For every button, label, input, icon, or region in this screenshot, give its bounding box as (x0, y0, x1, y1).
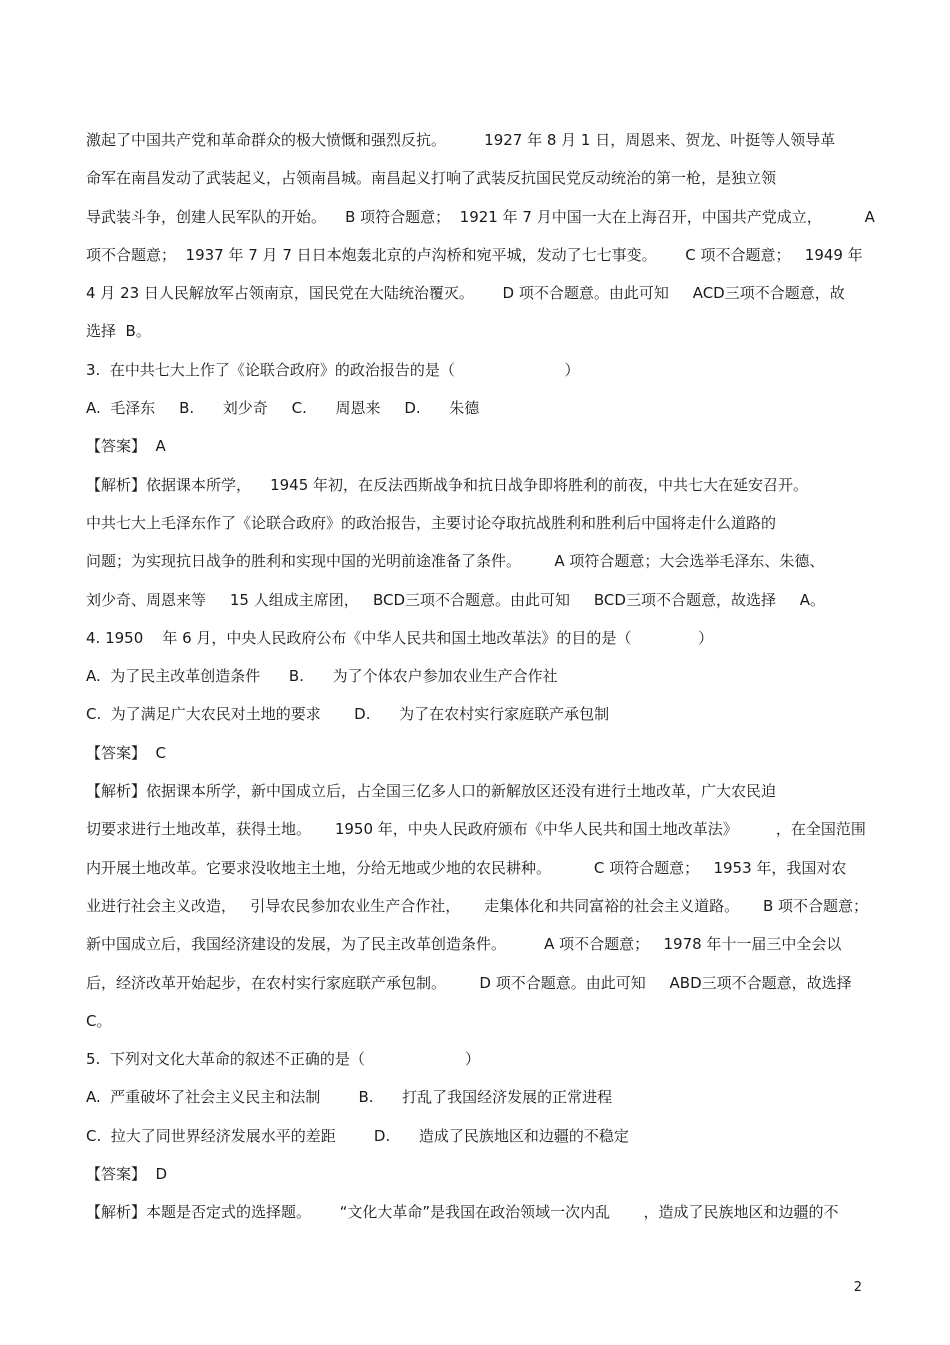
text-line: 项不合题意； 1937 年 7 月 7 日日本炮轰北京的卢沟桥和宛平城，发动了七七事变。 C 项不合题意； 1949 年 (86, 245, 863, 264)
text-line: 问题；为实现抗日战争的胜利和实现中国的光明前途准备了条件。 A 项符合题意；大会选举毛泽东、朱德、 (86, 552, 825, 571)
document-body (86, 121, 876, 1232)
question-4-options-cd: C. 为了满足广大农民对土地的要求 D. 为了在农村实行家庭联产承包制 (86, 705, 610, 724)
question-5-analysis: 【解析】本题是否定式的选择题。 “文化大革命”是我国在政治领域一次内乱 ，造成了民族地区和边疆的不 (86, 1203, 839, 1222)
text-line: 选择 B。 (86, 322, 151, 341)
text-line: 4 月 23 日人民解放军占领南京，国民党在大陆统治覆灭。 D 项不合题意。由此可知 ACD三项不合题意，故 (86, 284, 845, 303)
question-3-stem: 3. 在中共七大上作了《论联合政府》的政治报告的是（ ） (86, 360, 580, 379)
question-5-options-ab: A. 严重破坏了社会主义民主和法制 B. 打乱了我国经济发展的正常进程 (86, 1088, 613, 1107)
question-4-answer: 【答案】 C (86, 743, 167, 762)
question-5-stem: 5. 下列对文化大革命的叙述不正确的是（ ） (86, 1050, 480, 1069)
text-line: 后，经济改革开始起步，在农村实行家庭联产承包制。 D 项不合题意。由此可知 ABD三项不合题意，故选择 (86, 973, 852, 992)
question-5-answer: 【答案】 D (86, 1165, 168, 1184)
text-line: 中共七大上毛泽东作了《论联合政府》的政治报告，主要讨论夺取抗战胜利和胜利后中国将走什么道路的 (86, 513, 777, 532)
question-5-options-cd: C. 拉大了同世界经济发展水平的差距 D. 造成了民族地区和边疆的不稳定 (86, 1126, 629, 1145)
question-3-answer: 【答案】 A (86, 437, 166, 456)
text-line: 新中国成立后，我国经济建设的发展，为了民主改革创造条件。 A 项不合题意； 1978 年十一届三中全会以 (86, 935, 842, 954)
page-number: 2 (853, 1280, 862, 1295)
question-4-stem: 4. 1950 年 6 月，中央人民政府公布《中华人民共和国土地改革法》的目的是（ ） (86, 628, 714, 647)
text-line: 业进行社会主义改造， 引导农民参加农业生产合作社， 走集体化和共同富裕的社会主义道路。 B 项不合题意； (86, 896, 869, 915)
text-line: 导武装斗争，创建人民军队的开始。 B 项符合题意； 1921 年 7 月中国一大在上海召开，中国共产党成立， A (86, 207, 875, 226)
text-line: 切要求进行土地改革，获得土地。 1950 年，中央人民政府颁布《中华人民共和国土地改革法》 ，在全国范围 (86, 820, 866, 839)
text-line: C。 (86, 1011, 112, 1030)
text-line: 命军在南昌发动了武装起义，占领南昌城。南昌起义打响了武装反抗国民党反动统治的第一枪，是独立领 (86, 169, 777, 188)
question-4-analysis: 【解析】依据课本所学，新中国成立后，占全国三亿多人口的新解放区还没有进行土地改革，广大农民迫 (86, 782, 777, 801)
question-4-options-ab: A. 为了民主改革创造条件 B. 为了个体农户参加农业生产合作社 (86, 667, 558, 686)
question-3-analysis: 【解析】依据课本所学， 1945 年初，在反法西斯战争和抗日战争即将胜利的前夜，中共七大在延安召开。 (86, 475, 809, 494)
text-line: 内开展土地改革。它要求没收地主土地，分给无地或少地的农民耕种。 C 项符合题意； 1953 年，我国对农 (86, 858, 847, 877)
text-line: 激起了中国共产党和革命群众的极大愤慨和强烈反抗。 1927 年 8 月 1 日，周恩来、贺龙、叶挺等人领导革 (86, 131, 836, 149)
question-3-options: A. 毛泽东 B. 刘少奇 C. 周恩来 D. 朱德 (86, 399, 480, 418)
text-line: 刘少奇、周恩来等 15 人组成主席团， BCD三项不合题意。由此可知 BCD三项不合题意，故选择 A。 (86, 590, 826, 609)
